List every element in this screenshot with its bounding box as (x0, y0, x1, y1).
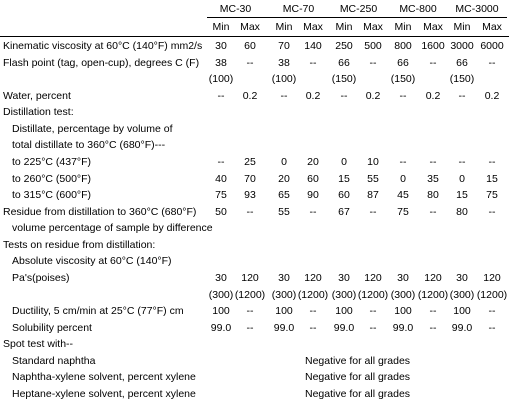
cell-value: 93 (244, 189, 256, 201)
cell-value: 99.0 (333, 322, 355, 334)
cell-value: (300) (271, 289, 297, 301)
cell-value: 30 (338, 272, 350, 284)
cell-value: -- (280, 90, 288, 102)
cell-value: 15 (456, 189, 468, 201)
cell-value: -- (429, 322, 437, 334)
cell-value: 800 (394, 40, 412, 52)
cell-value: (300) (449, 289, 475, 301)
cell-value: 66 (456, 57, 468, 69)
row-label: Tests on residue from distillation: (3, 239, 156, 251)
subheader: Min (335, 21, 353, 33)
row-label: Residue from distillation to 360°C (680°F) (3, 206, 197, 218)
row-label: Naphtha-xylene solvent, percent xylene (12, 371, 196, 383)
row-note: Negative for all grades (305, 371, 411, 383)
cell-value: (300) (390, 289, 416, 301)
cell-value: 10 (367, 156, 379, 168)
cell-value: -- (399, 156, 407, 168)
cell-value: (1200) (476, 289, 508, 301)
cell-value: 38 (278, 57, 290, 69)
row-label: total distillate to 360°C (680°F)--- (12, 139, 166, 151)
cell-value: 30 (215, 272, 227, 284)
subheader: Max (240, 21, 260, 33)
cell-value: (1200) (357, 289, 389, 301)
cell-value: -- (369, 322, 377, 334)
row-label: Pa's(poises) (12, 272, 70, 284)
cell-value: 3000 (450, 40, 474, 52)
row-label: Spot test with-- (3, 338, 74, 350)
row-label: to 225°C (437°F) (12, 156, 92, 168)
cell-value: -- (429, 305, 437, 317)
cell-value: 99.0 (392, 322, 414, 334)
cell-value: 500 (364, 40, 382, 52)
cell-value: (150) (449, 73, 475, 85)
cell-value: -- (488, 206, 496, 218)
cell-value: 60 (307, 173, 319, 185)
cell-value: 0.2 (365, 90, 381, 102)
cell-value: (1200) (234, 289, 266, 301)
row-label: Heptane-xylene solvent, percent xylene (12, 388, 196, 400)
cell-value: 100 (212, 305, 230, 317)
cell-value: 30 (215, 40, 227, 52)
header-divider (207, 17, 507, 18)
cell-value: 30 (456, 272, 468, 284)
row-label: volume percentage of sample by difference (12, 222, 213, 234)
cell-value: (150) (331, 73, 357, 85)
cell-value: -- (217, 90, 225, 102)
cell-value: 99.0 (273, 322, 295, 334)
row-label: Solubility percent (12, 322, 92, 334)
cell-value: -- (429, 206, 437, 218)
cell-value: 99.0 (210, 322, 232, 334)
cell-value: 120 (364, 272, 382, 284)
cell-value: 75 (397, 206, 409, 218)
row-label: Standard naphtha (12, 355, 96, 367)
cell-value: -- (488, 156, 496, 168)
cell-value: -- (340, 90, 348, 102)
cell-value: 120 (304, 272, 322, 284)
cell-value: (300) (208, 289, 234, 301)
cell-value: 0 (341, 156, 347, 168)
cell-value: 15 (338, 173, 350, 185)
cell-value: -- (488, 322, 496, 334)
cell-value: 100 (453, 305, 471, 317)
cell-value: 55 (278, 206, 290, 218)
cell-value: -- (488, 57, 496, 69)
cell-value: 6000 (480, 40, 504, 52)
cell-value: -- (429, 57, 437, 69)
cell-value: 75 (486, 189, 498, 201)
cell-value: 0.2 (242, 90, 258, 102)
cell-value: 15 (486, 173, 498, 185)
cell-value: -- (369, 305, 377, 317)
row-label: Ductility, 5 cm/min at 25°C (77°F) cm (12, 305, 184, 317)
cell-value: 1600 (421, 40, 445, 52)
cell-value: 45 (397, 189, 409, 201)
cell-value: 65 (278, 189, 290, 201)
cell-value: (150) (390, 73, 416, 85)
subheader-divider (0, 36, 509, 37)
grade-header: MC-70 (282, 3, 315, 15)
subheader: Min (275, 21, 293, 33)
cell-value: -- (246, 57, 254, 69)
cell-value: (100) (271, 73, 297, 85)
cell-value: -- (246, 322, 254, 334)
cell-value: 38 (215, 57, 227, 69)
grade-header: MC-800 (399, 3, 437, 15)
grade-header: MC-30 (219, 3, 252, 15)
cell-value: 66 (397, 57, 409, 69)
cell-value: -- (309, 322, 317, 334)
subheader: Min (394, 21, 412, 33)
subheader: Min (453, 21, 471, 33)
subheader: Max (303, 21, 323, 33)
cell-value: 20 (278, 173, 290, 185)
cell-value: -- (309, 305, 317, 317)
cell-value: -- (217, 156, 225, 168)
cell-value: -- (246, 305, 254, 317)
cell-value: 120 (241, 272, 259, 284)
cell-value: 60 (244, 40, 256, 52)
row-label: Flash point (tag, open-cup), degrees C (F) (3, 57, 200, 69)
cell-value: -- (309, 206, 317, 218)
subheader: Max (423, 21, 443, 33)
cell-value: -- (309, 57, 317, 69)
cell-value: 70 (244, 173, 256, 185)
row-note: Negative for all grades (305, 388, 411, 400)
cell-value: (100) (208, 73, 234, 85)
cell-value: -- (458, 90, 466, 102)
cell-value: -- (399, 90, 407, 102)
cell-value: -- (429, 156, 437, 168)
cell-value: 0.2 (425, 90, 441, 102)
cell-value: 87 (367, 189, 379, 201)
cell-value: 0 (459, 173, 465, 185)
row-label: Kinematic viscosity at 60°C (140°F) mm2/s (3, 40, 203, 52)
cell-value: 30 (278, 272, 290, 284)
cell-value: 50 (215, 206, 227, 218)
cell-value: 35 (427, 173, 439, 185)
row-label: to 315°C (600°F) (12, 189, 92, 201)
cell-value: 75 (215, 189, 227, 201)
grade-header: MC-250 (339, 3, 378, 15)
subheader: Min (212, 21, 230, 33)
cell-value: 80 (456, 206, 468, 218)
cell-value: -- (369, 206, 377, 218)
row-note: Negative for all grades (305, 355, 411, 367)
subheader: Max (482, 21, 502, 33)
cell-value: (300) (331, 289, 357, 301)
cell-value: 120 (483, 272, 501, 284)
cell-value: 67 (338, 206, 350, 218)
cell-value: 0.2 (484, 90, 500, 102)
cell-value: 55 (367, 173, 379, 185)
cell-value: (1200) (417, 289, 449, 301)
cell-value: 80 (427, 189, 439, 201)
row-label: to 260°C (500°F) (12, 173, 92, 185)
cell-value: 100 (275, 305, 293, 317)
cell-value: 30 (397, 272, 409, 284)
cell-value: 25 (244, 156, 256, 168)
cell-value: 70 (278, 40, 290, 52)
cell-value: 99.0 (451, 322, 473, 334)
cell-value: -- (458, 156, 466, 168)
cell-value: 90 (307, 189, 319, 201)
cell-value: 250 (335, 40, 353, 52)
cell-value: 0 (281, 156, 287, 168)
cell-value: 0 (400, 173, 406, 185)
cell-value: 100 (335, 305, 353, 317)
cell-value: 100 (394, 305, 412, 317)
cell-value: 20 (307, 156, 319, 168)
row-label: Water, percent (3, 90, 71, 102)
cell-value: 0.2 (305, 90, 321, 102)
cell-value: 66 (338, 57, 350, 69)
row-label: Distillate, percentage by volume of (12, 123, 173, 135)
grade-header: MC-3000 (455, 3, 499, 15)
cell-value: 40 (215, 173, 227, 185)
cell-value: -- (369, 57, 377, 69)
row-label: Absolute viscosity at 60°C (140°F) (12, 255, 172, 267)
cell-value: 120 (424, 272, 442, 284)
cell-value: 140 (304, 40, 322, 52)
cell-value: (1200) (297, 289, 329, 301)
cell-value: 60 (338, 189, 350, 201)
subheader: Max (363, 21, 383, 33)
cell-value: -- (488, 305, 496, 317)
row-label: Distillation test: (3, 106, 74, 118)
cell-value: -- (246, 206, 254, 218)
